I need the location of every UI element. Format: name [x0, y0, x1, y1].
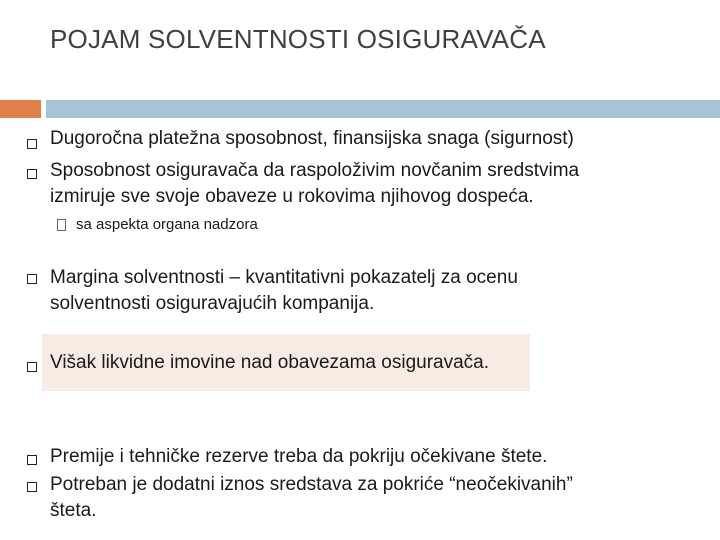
slide-title: POJAM SOLVENTNOSTI OSIGURAVAČA: [50, 24, 546, 54]
bullet-square-icon: [27, 482, 37, 492]
accent-bar-blue: [46, 100, 720, 118]
bullet-text-margina-line1: [50, 265, 518, 291]
bullet-square-icon: [27, 169, 37, 179]
bullet-text-premije: Premije i tehničke rezerve treba da pokriju očekivane štete.: [50, 446, 548, 467]
bullet-text-margina-line2: solventnosti osiguravajućih kompanija.: [50, 293, 375, 314]
bullet-text-sposobnost-line1: Sposobnost osiguravača da raspoloživim novčanim sredstvima: [50, 160, 580, 181]
accent-bar-orange: [0, 100, 41, 118]
sub-bullet-icon: [57, 219, 66, 231]
bullet-square-icon: [27, 362, 37, 372]
bullet-square-icon: [27, 455, 37, 465]
bullet-text-dugorocna: Dugoročna platežna sposobnost, finansijska snaga (sigurnost): [50, 128, 574, 149]
bullet-text-sposobnost-line2: izmiruje sve svoje obaveze u rokovima njihovog dospeća.: [50, 186, 534, 207]
bullet-text-potreban-line2: šteta.: [50, 500, 97, 521]
margina-bold: Margina solventnosti: [50, 267, 225, 288]
bullet-square-icon: [27, 274, 37, 284]
margina-rest: – kvantitativni pokazatelj za ocenu: [224, 267, 518, 288]
bullet-text-potreban-line1: Potreban je dodatni iznos sredstava za pokriće “neočekivanih”: [50, 474, 573, 495]
sub-bullet-text: sa aspekta organa nadzora: [76, 216, 258, 233]
bullet-text-visak: Višak likvidne imovine nad obavezama osiguravača.: [50, 352, 490, 373]
bullet-square-icon: [27, 139, 37, 149]
